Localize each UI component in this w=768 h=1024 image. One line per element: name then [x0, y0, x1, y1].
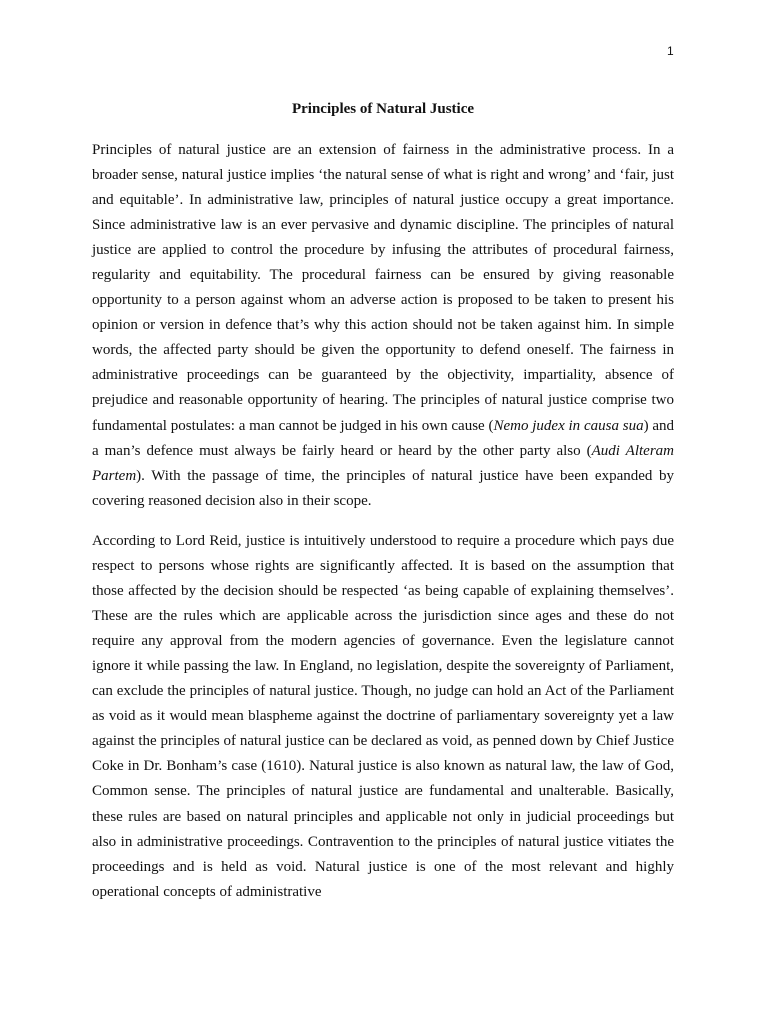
paragraph-1: [92, 138, 674, 514]
paragraph-1-text-c: ). With the passage of time, the principles of natural justice have been expanded by covering reasoned decision also in their scope.: [92, 467, 674, 509]
latin-maxim-nemo-judex: Nemo judex in causa sua: [493, 417, 644, 434]
latin-maxim-audi-alteram: Audi Alteram Partem: [92, 442, 674, 484]
paragraph-2: According to Lord Reid, justice is intuitively understood to require a procedure which pays due respect to persons whose rights are significantly affected. It is based on the assumption that those affected by the decision should be respected ‘as being capable of explaining themselves’. These are the rules which are applicable across the jurisdiction since ages and these do not require any approval from the modern agencies of governance. Even the legislature cannot ignore it while passing the law. In England, no legislation, despite the sovereignty of Parliament, can exclude the principles of natural justice. Though, no judge can hold an Act of the Parliament as void as it would mean blaspheme against the doctrine of parliamentary sovereignty yet a law against the principles of natural justice can be declared as void, as penned down by Chief Justice Coke in Dr. Bonham’s case (1610). Natural justice is also known as natural law, the law of God, Common sense. The principles of natural justice are fundamental and unalterable. Basically, these rules are based on natural principles and applicable not only in judicial proceedings but also in administrative proceedings. Contravention to the principles of natural justice vitiates the proceedings and is held as void. Natural justice is one of the most relevant and highly operational concepts of administrative: [92, 533, 674, 900]
page-title: Principles of Natural Justice: [291, 101, 475, 117]
paragraph-1-text-a: Principles of natural justice are an extension of fairness in the administrative process. In a broader sense, natural justice implies ‘the natural sense of what is right and wrong’ and ‘fair, just and equitable’. In administrative law, principles of natural justice occupy a great importance. Since administrative law is an ever pervasive and dynamic discipline. The principles of natural justice are applied to control the procedure by infusing the attributes of procedural fairness, regularity and equitability. The procedural fairness can be ensured by giving reasonable opportunity to a person against whom an adverse action is proposed to be taken to present his opinion or version in defence that’s why this action should not be taken against him. In simple words, the affected party should be given the opportunity to defend oneself. The fairness in administrative proceedings can be guaranteed by the objectivity, impartiality, absence of prejudice and reasonable opportunity of hearing. The principles of natural justice comprise two fundamental postulates: a man cannot be judged in his own cause (: [92, 142, 674, 434]
paragraph-1-text-b: ) and a man’s defence must always be fairly heard or heard by the other party also (: [92, 417, 675, 459]
page-number: 1: [667, 44, 674, 58]
